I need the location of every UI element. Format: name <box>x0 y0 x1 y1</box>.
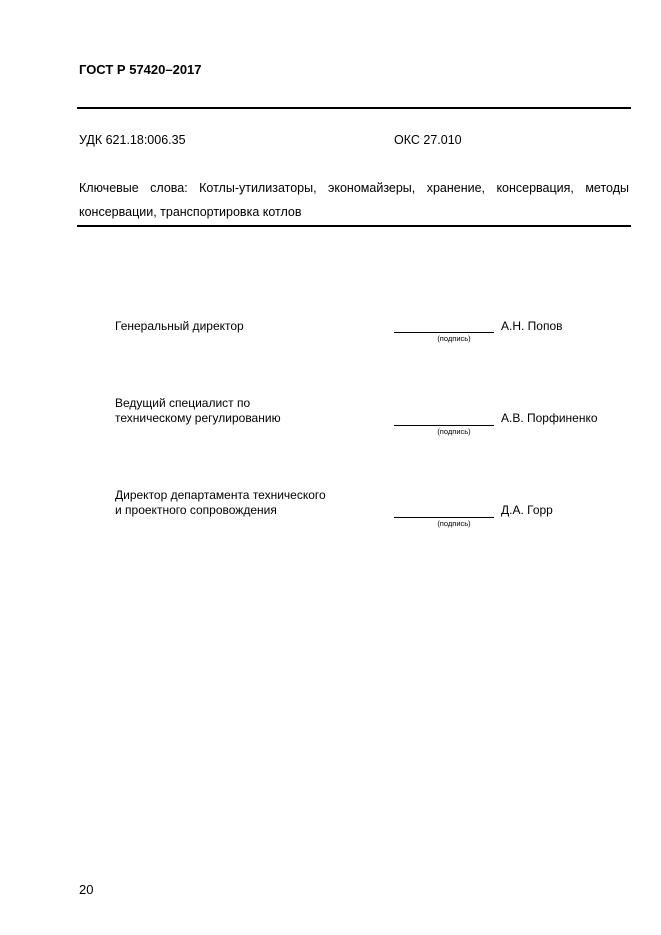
signatory-name: А.В. Порфиненко <box>501 411 598 425</box>
signature-caption: (подпись) <box>437 519 471 528</box>
signature-role-line: Генеральный директор <box>115 319 244 333</box>
signature-line <box>394 517 494 518</box>
signature-caption: (подпись) <box>437 427 471 436</box>
signatory-name: А.Н. Попов <box>501 319 563 333</box>
page-number: 20 <box>79 882 94 897</box>
signature-role <box>115 319 244 334</box>
signature-line <box>394 332 494 333</box>
keywords-paragraph <box>79 176 629 224</box>
keywords-line-1: Ключевые слова: Котлы-утилизаторы, экономайзеры, хранение, консервация, методы <box>79 181 629 195</box>
keywords-line-2: консервации, транспортировка котлов <box>79 205 302 219</box>
signature-role-line: и проектного сопровождения <box>115 503 277 517</box>
signature-role <box>115 488 326 518</box>
header-divider-top <box>77 107 631 109</box>
signature-role-line: техническому регулированию <box>115 411 281 425</box>
header-divider-bottom <box>77 225 631 227</box>
signature-role-line: Ведущий специалист по <box>115 396 251 410</box>
oks-code: ОКС 27.010 <box>394 133 462 147</box>
signatory-name: Д.А. Горр <box>501 503 553 517</box>
document-header-title: ГОСТ Р 57420–2017 <box>79 62 202 77</box>
signature-line <box>394 425 494 426</box>
udk-code: УДК 621.18:006.35 <box>79 133 186 147</box>
signature-caption: (подпись) <box>437 334 471 343</box>
signature-role-line: Директор департамента технического <box>115 488 326 502</box>
signature-role <box>115 396 281 426</box>
